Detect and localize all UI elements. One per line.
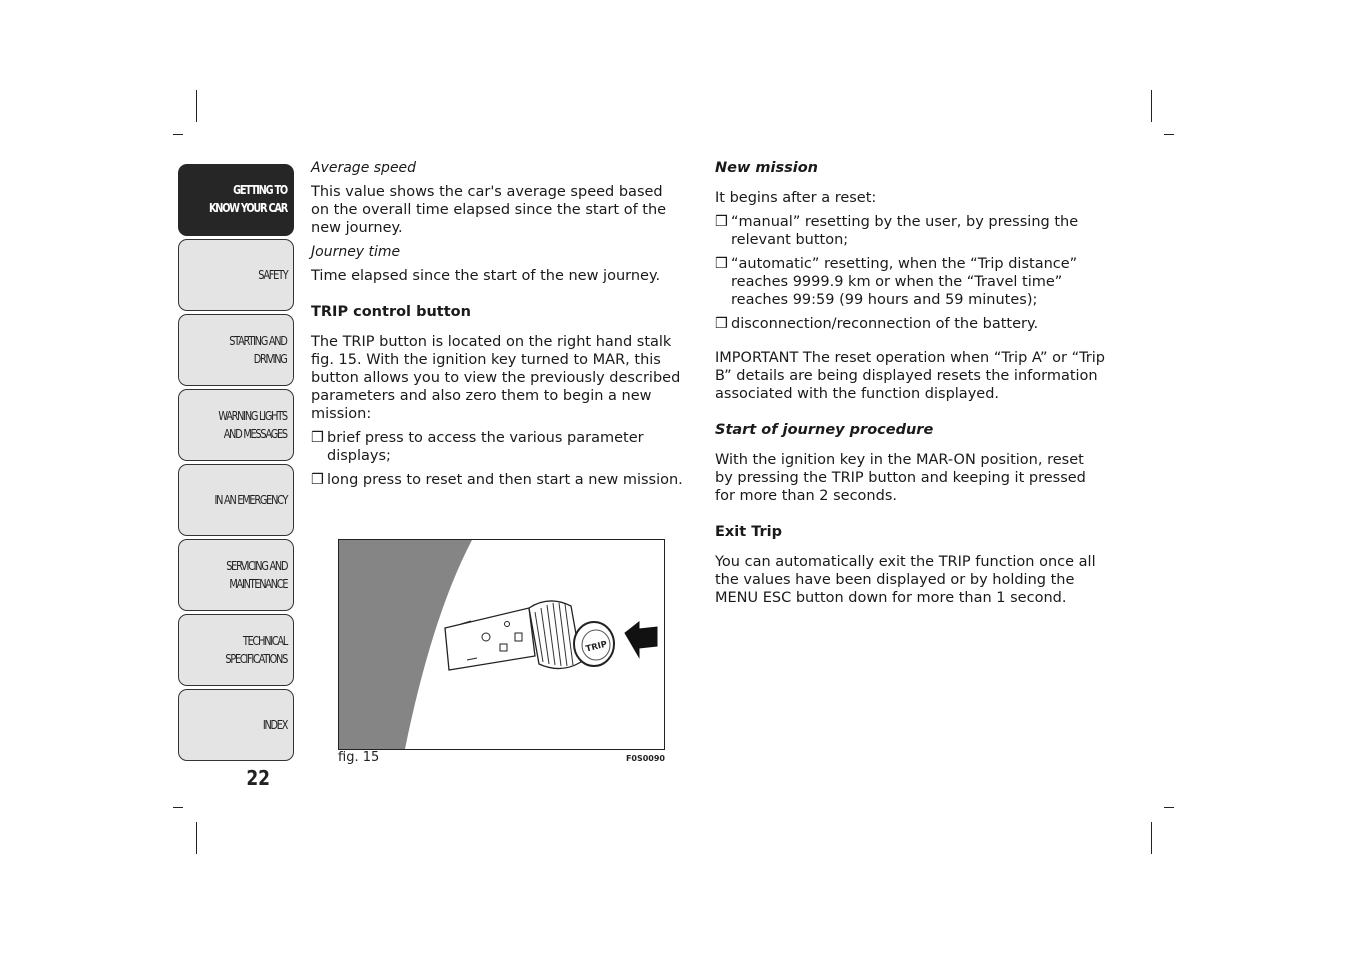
tab-servicing[interactable] [178, 539, 294, 611]
trip-heading: TRIP control button [311, 304, 471, 320]
tab-label: GETTING TO KNOW YOUR CAR [209, 182, 287, 215]
trip-text: The TRIP button is located on the right hand stalk fig. 15. With the ignition key turned to MAR, this button allows you to view the previously described parameters and also zero them to begin a new mission: [311, 334, 681, 422]
crop-mark [1164, 134, 1174, 135]
left-column [311, 159, 683, 489]
crop-mark [1151, 822, 1152, 854]
tab-label: SERVICING AND MAINTENANCE [225, 558, 287, 591]
tab-safety[interactable] [178, 239, 294, 311]
new-mission-intro: It begins after a reset: [715, 190, 877, 206]
arrow-icon [625, 622, 657, 657]
rotary-ring [529, 601, 581, 669]
page-number: 22 [246, 766, 270, 790]
tab-label: INDEX [262, 717, 287, 732]
crop-mark [173, 807, 183, 808]
exit-trip-heading: Exit Trip [715, 524, 783, 540]
tab-label: STARTING AND DRIVING [229, 333, 287, 366]
list-item [715, 255, 1105, 309]
right-column [715, 159, 1105, 607]
list-item [715, 213, 1105, 249]
journey-time-text: Time elapsed since the start of the new journey. [311, 268, 661, 284]
tab-label: IN AN EMERGENCY [214, 492, 287, 507]
checkbox-bullet-icon: ❒ [311, 430, 324, 446]
tab-getting-to-know-your-car[interactable] [178, 164, 294, 236]
bullet-text: “manual” resetting by the user, by pressing the relevant button; [731, 214, 1079, 248]
checkbox-bullet-icon: ❒ [311, 472, 324, 488]
avg-speed-text: This value shows the car's average speed based on the overall time elapsed since the start of the new journey. [311, 184, 667, 236]
crop-mark [196, 90, 197, 122]
list-item [311, 471, 683, 489]
bullet-text: “automatic” resetting, when the “Trip distance” reaches 9999.9 km or when the “Travel time” reaches 99:59 (99 hours and 59 minutes); [731, 256, 1078, 308]
important-note: IMPORTANT The reset operation when “Trip A” or “Trip B” details are being displayed resets the information associated with the function displayed. [715, 350, 1105, 402]
crop-mark [196, 822, 197, 854]
stalk-illustration [339, 540, 664, 749]
tab-label: WARNING LIGHTS AND MESSAGES [218, 408, 287, 441]
new-mission-heading: New mission [715, 160, 819, 176]
tab-technical-specifications[interactable] [178, 614, 294, 686]
checkbox-bullet-icon: ❒ [715, 256, 728, 272]
crop-mark [1164, 807, 1174, 808]
crop-mark [173, 134, 183, 135]
avg-speed-title: Average speed [311, 160, 417, 176]
trip-button-label: TRIP [584, 639, 609, 655]
start-journey-text: With the ignition key in the MAR-ON position, reset by pressing the TRIP button and keeping it pressed for more than 2 seconds. [715, 452, 1086, 504]
crop-mark [1151, 90, 1152, 122]
checkbox-bullet-icon: ❒ [715, 214, 728, 230]
tab-in-an-emergency[interactable] [178, 464, 294, 536]
journey-time-title: Journey time [311, 244, 401, 260]
list-item [715, 315, 1105, 333]
figure-caption: fig. 15 [338, 750, 380, 765]
trip-stalk-figure [338, 539, 665, 750]
tab-label: SAFETY [257, 267, 287, 282]
tab-label: TECHNICAL SPECIFICATIONS [225, 633, 287, 666]
tab-warning-lights[interactable] [178, 389, 294, 461]
tab-starting-and-driving[interactable] [178, 314, 294, 386]
exit-trip-text: You can automatically exit the TRIP function once all the values have been displayed or by holding the MENU ESC button down for more than 1 second. [715, 554, 1096, 606]
tab-index[interactable] [178, 689, 294, 761]
start-journey-heading: Start of journey procedure [715, 422, 934, 438]
bullet-text: disconnection/reconnection of the battery. [731, 316, 1039, 332]
list-item [311, 429, 683, 465]
bullet-text: long press to reset and then start a new mission. [327, 472, 683, 488]
bullet-text: brief press to access the various parameter displays; [327, 430, 644, 464]
checkbox-bullet-icon: ❒ [715, 316, 728, 332]
figure-code: F0S0090 [625, 754, 665, 763]
